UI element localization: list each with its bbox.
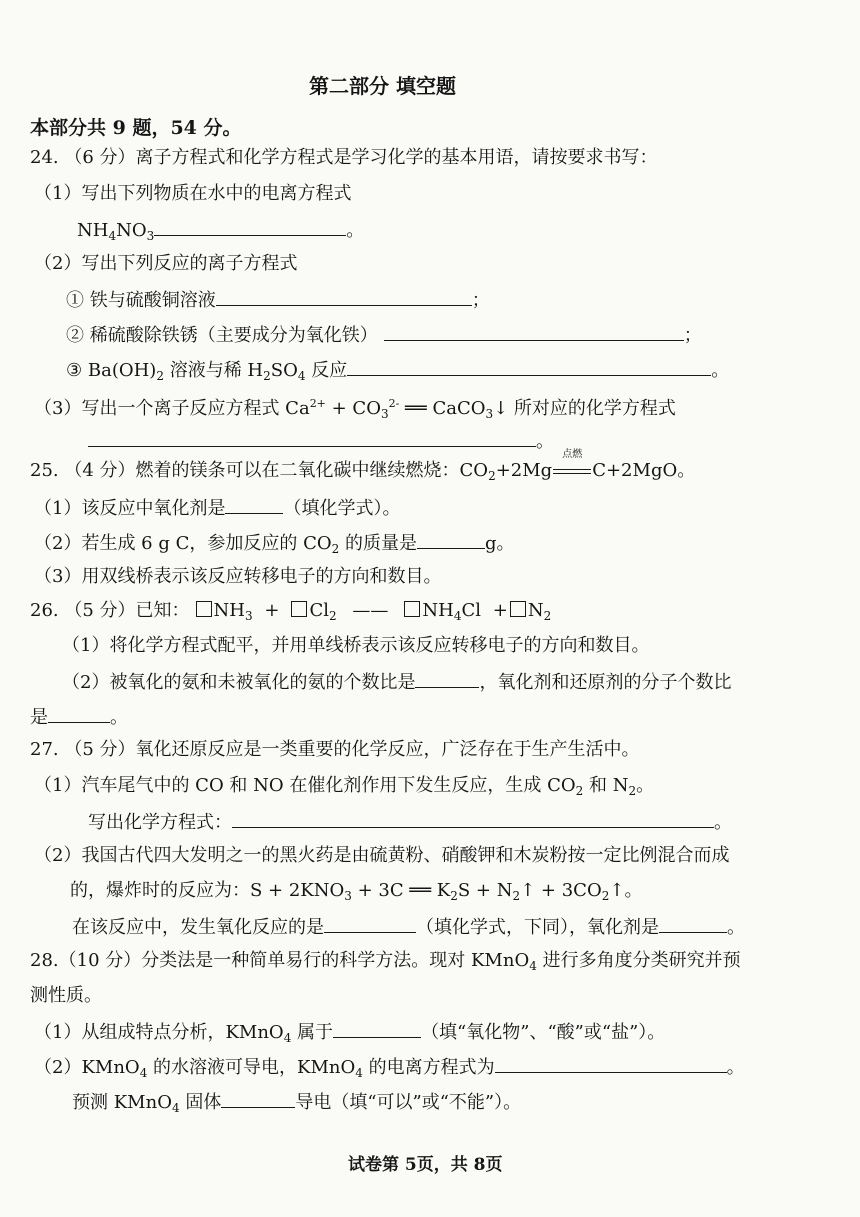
section-intro: 本部分共 9 题，54 分。 — [30, 117, 242, 139]
question-27-part-2-fill: 在该反应中，发生氧化反应的是 （填化学式，下同），氧化剂是 。 — [72, 914, 745, 940]
question-24-part-3-answer: 。 — [88, 428, 554, 454]
coefficient-box[interactable] — [196, 601, 212, 617]
formula-nh4no3: $NH_4NO_3$ — [77, 220, 155, 243]
answer-blank[interactable] — [225, 495, 283, 514]
answer-blank[interactable] — [333, 1019, 421, 1038]
question-24-part-1: （1）写出下列物质在水中的电离方程式 — [34, 183, 352, 204]
question-25-part-3: （3）用双线桥表示该反应转移电子的方向和数目。 — [34, 566, 442, 587]
coefficient-box[interactable] — [510, 601, 526, 617]
answer-blank[interactable] — [384, 322, 684, 341]
answer-blank[interactable] — [495, 1054, 727, 1073]
coefficient-box[interactable] — [404, 601, 420, 617]
question-24-part-1-answer: $NH_4NO_3$ 。 — [77, 217, 364, 248]
answer-blank[interactable] — [48, 704, 110, 723]
question-26-part-2: （2）被氧化的氨和未被氧化的氨的个数比是 ，氧化剂和还原剂的分子个数比 — [62, 669, 731, 695]
question-28-stem: 28.（10 分）分类法是一种简单易行的科学方法。现对 KMnO$_4$ 进行多角度分类研究并预 — [30, 950, 741, 973]
answer-blank[interactable] — [417, 530, 485, 549]
page-footer: 试卷第 5页，共 8页 — [348, 1155, 503, 1175]
section-title: 第二部分 填空题 — [309, 74, 456, 98]
answer-blank[interactable] — [659, 914, 727, 933]
answer-blank[interactable] — [88, 428, 536, 447]
answer-blank[interactable] — [221, 1089, 295, 1108]
answer-blank[interactable] — [347, 357, 711, 376]
question-27-part-1: （1）汽车尾气中的 CO 和 NO 在催化剂作用下发生反应，生成 $CO_2$ 和 $N_2$。 — [34, 775, 655, 798]
question-24-part-2: （2）写出下列反应的离子方程式 — [34, 253, 298, 274]
question-26-part-1: （1）将化学方程式配平，并用单线桥表示该反应转移电子的方向和数目。 — [62, 635, 650, 656]
coefficient-box[interactable] — [291, 601, 307, 617]
question-26-stem: 26. （5 分）已知： $NH_3 + Cl_2$ —— $NH_4Cl + N_2$ — [30, 600, 552, 623]
question-24-part-2-3: ③ $Ba(OH)_2$ 溶液与稀 $H_2SO_4$ 反应 。 — [66, 357, 729, 388]
question-25-part-2: （2）若生成 6 g C，参加反应的 $CO_2$ 的质量是 g。 — [34, 530, 515, 561]
question-28-part-3: 预测 KMnO$_4$ 固体 导电（填“可以”或“不能”）。 — [72, 1089, 521, 1120]
question-24-part-2-2: ② 稀硫酸除铁锈（主要成分为氧化铁） ； — [66, 322, 702, 348]
question-24-part-2-1: ① 铁与硫酸铜溶液 ； — [66, 287, 490, 313]
question-28-stem-cont: 测性质。 — [30, 985, 102, 1006]
question-28-part-2: （2）KMnO$_4$ 的水溶液可导电，KMnO$_4$ 的电离方程式为 。 — [34, 1054, 745, 1085]
question-26-part-2-cont: 是 。 — [30, 704, 128, 730]
answer-blank[interactable] — [216, 287, 472, 306]
answer-blank[interactable] — [232, 809, 714, 828]
answer-blank[interactable] — [154, 217, 346, 236]
answer-blank[interactable] — [415, 669, 479, 688]
question-27-part-2: （2）我国古代四大发明之一的黑火药是由硫黄粉、硝酸钾和木炭粉按一定比例混合而成 — [34, 845, 730, 866]
question-28-part-1: （1）从组成特点分析，KMnO$_4$ 属于 （填“氧化物”、“酸”或“盐”）。 — [34, 1019, 665, 1050]
question-25-part-1: （1）该反应中氧化剂是 （填化学式）。 — [34, 495, 400, 521]
question-27-stem: 27. （5 分）氧化还原反应是一类重要的化学反应，广泛存在于生产生活中。 — [30, 739, 640, 760]
question-27-part-1-answer: 写出化学方程式： 。 — [88, 809, 732, 835]
answer-blank[interactable] — [324, 914, 416, 933]
question-24-stem: 24. （6 分）离子方程式和化学方程式是学习化学的基本用语，请按要求书写： — [30, 147, 658, 168]
question-27-part-2-reaction: 的，爆炸时的反应为：$S + 2KNO_3 + 3C$ ══ $K_2S$ + $N_2↑$ + $3CO_2↑$。 — [70, 880, 643, 903]
condition-ignite: 点燃 — [552, 459, 592, 483]
question-24-part-3: （3）写出一个离子反应方程式 $Ca^{2+} + CO_3^{2-}$ ══ CaCO$_3$↓ 所对应的化学方程式 — [34, 397, 676, 421]
question-25-stem: 25. （4 分）燃着的镁条可以在二氧化碳中继续燃烧：$CO_2+2Mg$ 点燃 C+2MgO。 — [30, 449, 696, 483]
